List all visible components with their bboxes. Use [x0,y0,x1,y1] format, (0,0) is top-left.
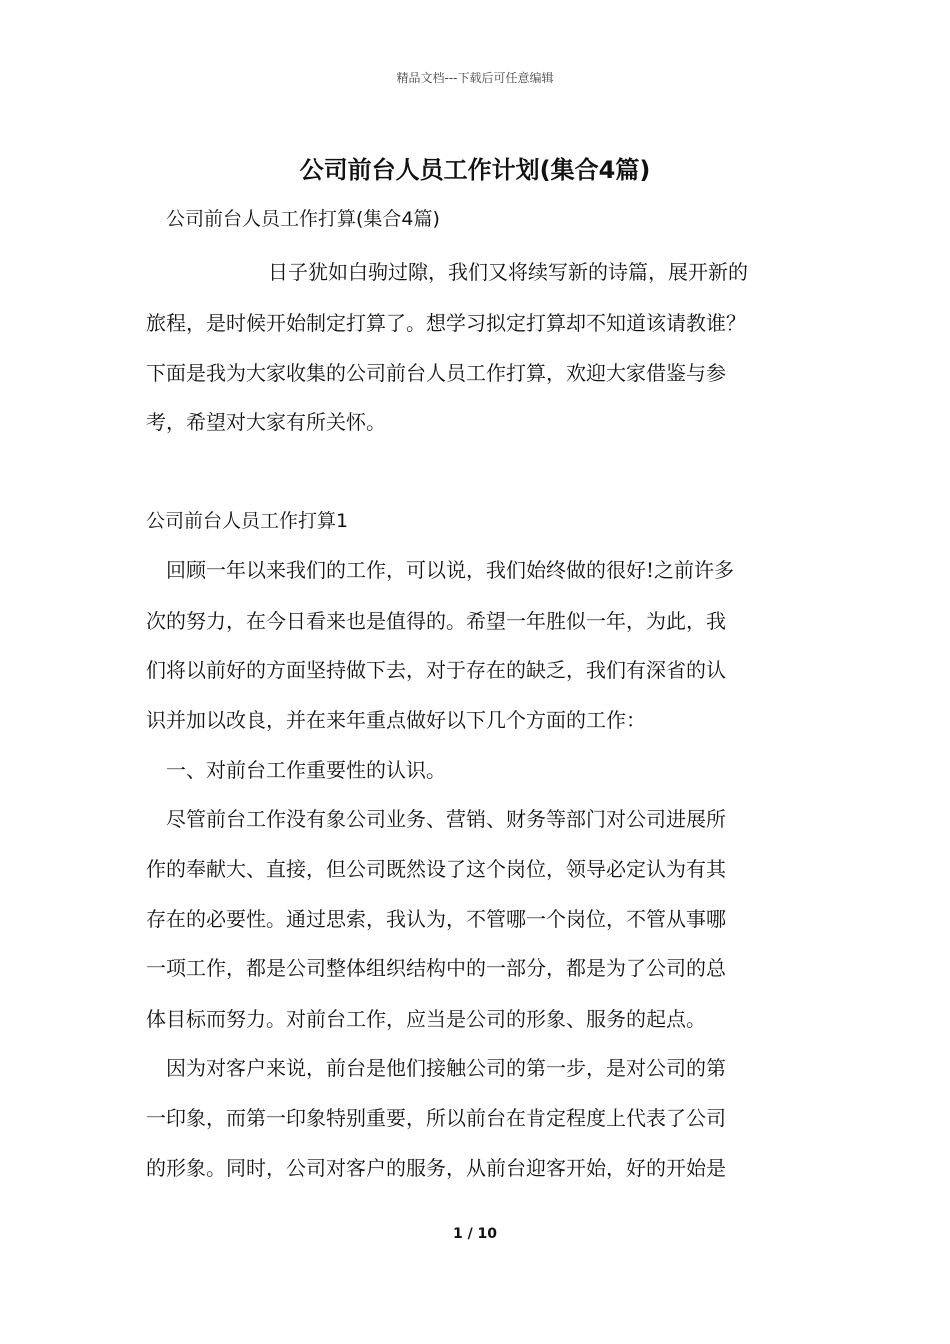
intro-line: 考，希望对大家有所关怀。 [146,410,386,434]
intro-line: 旅程，是时候开始制定打算了。想学习拟定打算却不知道该请教谁？ [146,311,746,335]
paragraph-line: 作的奉献大、直接，但公司既然设了这个岗位，领导必定认为有其 [146,857,726,881]
paragraph-line: 回顾一年以来我们的工作，可以说，我们始终做的很好!之前许多 [166,558,735,582]
intro-line: 下面是我为大家收集的公司前台人员工作打算，欢迎大家借鉴与参 [146,361,726,385]
document-subtitle: 公司前台人员工作打算(集合4篇) [166,208,440,230]
paragraph-line: 识并加以改良，并在来年重点做好以下几个方面的工作： [146,708,646,732]
intro-line: 日子犹如白驹过隙，我们又将续写新的诗篇，展开新的 [268,260,748,284]
paragraph-line: 次的努力，在今日看来也是值得的。希望一年胜似一年，为此，我 [146,609,726,633]
paragraph-line: 一项工作，都是公司整体组织结构中的一部分，都是为了公司的总 [146,956,726,980]
paragraph-line: 一印象，而第一印象特别重要，所以前台在肯定程度上代表了公司 [146,1106,726,1130]
point-heading: 一、对前台工作重要性的认识。 [166,758,446,782]
paragraph-line: 体目标而努力。对前台工作，应当是公司的形象、服务的起点。 [146,1007,706,1031]
section-heading: 公司前台人员工作打算1 [146,510,349,532]
document-header-note: 精品文档---下载后可任意编辑 [396,71,554,85]
paragraph-line: 尽管前台工作没有象公司业务、营销、财务等部门对公司进展所 [166,807,726,831]
page-number: 1 / 10 [452,1226,498,1242]
paragraph-line: 因为对客户来说，前台是他们接触公司的第一步，是对公司的第 [166,1056,726,1080]
paragraph-line: 们将以前好的方面坚持做下去，对于存在的缺乏，我们有深省的认 [146,658,726,682]
paragraph-line: 存在的必要性。通过思索，我认为，不管哪一个岗位，不管从事哪 [146,907,726,931]
paragraph-line: 的形象。同时，公司对客户的服务，从前台迎客开始，好的开始是 [146,1156,726,1180]
document-title: 公司前台人员工作计划(集合4篇) [299,156,651,184]
